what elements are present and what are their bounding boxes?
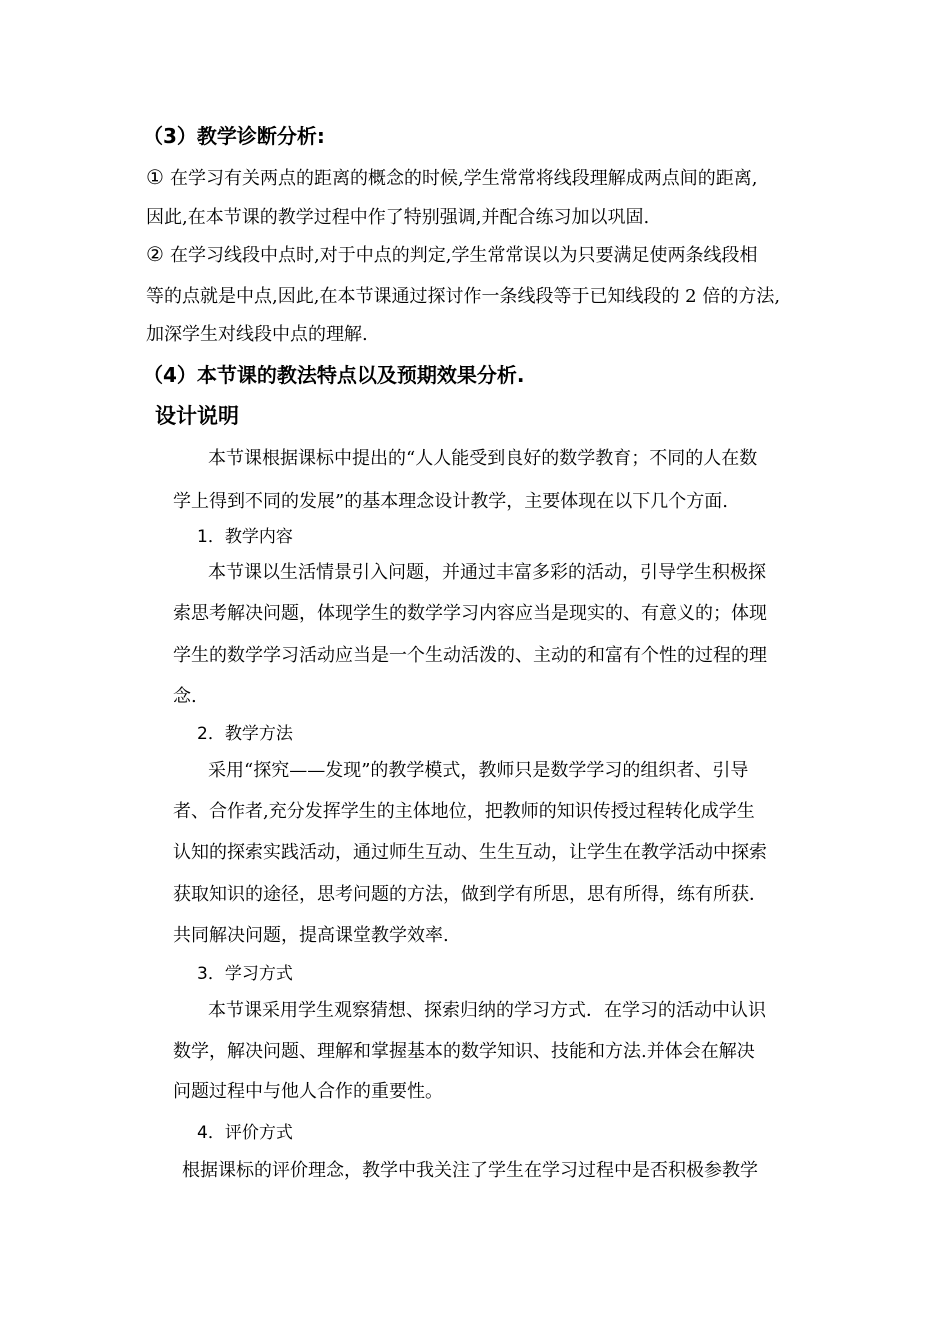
part-1-line-1: 本节课以生活情景引入问题，并通过丰富多彩的活动，引导学生积极探 (208, 562, 766, 583)
part-3-line-1: 本节课采用学生观察猜想、探索归纳的学习方式．在学习的活动中认识 (208, 1000, 766, 1021)
part-1-line-2: 索思考解决问题，体现学生的数学学习内容应当是现实的、有意义的；体现 (173, 603, 767, 624)
part-2-line-2: 者、合作者,充分发挥学生的主体地位，把教师的知识传授过程转化成学生 (173, 801, 755, 822)
section-4-heading: （4）本节课的教法特点以及预期效果分析. (143, 363, 525, 387)
item-2-line-1: 在学习线段中点时,对于中点的判定,学生常常误以为只要满足使两条线段相 (170, 245, 758, 266)
section-3-heading: （3）教学诊断分析: (143, 124, 325, 148)
part-3-line-2: 数学，解决问题、理解和掌握基本的数学知识、技能和方法.并体会在解决 (173, 1041, 755, 1062)
item-2-line-3: 加深学生对线段中点的理解. (146, 324, 368, 345)
part-2-line-3: 认知的探索实践活动，通过师生互动、生生互动，让学生在教学活动中探索 (173, 842, 767, 863)
part-2-line-1: 采用“探究——发现”的教学模式，教师只是数学学习的组织者、引导 (208, 760, 749, 781)
part-4-line-1: 根据课标的评价理念，教学中我关注了学生在学习过程中是否积极参教学 (182, 1160, 758, 1181)
part-1-line-4: 念. (173, 686, 197, 707)
part-3-line-3: 问题过程中与他人合作的重要性。 (173, 1081, 443, 1102)
design-heading: 设计说明 (155, 404, 239, 428)
part-2-line-4: 获取知识的途径，思考问题的方法，做到学有所思，思有所得，练有所获． (173, 884, 767, 905)
part-3-title: 3．学习方式 (197, 964, 293, 984)
part-2-line-5: 共同解决问题，提高课堂教学效率. (173, 925, 449, 946)
part-2-title: 2．教学方法 (197, 724, 293, 744)
design-intro-line-2: 学上得到不同的发展”的基本理念设计教学，主要体现在以下几个方面. (173, 491, 728, 512)
item-2-marker: ② (146, 242, 164, 266)
item-1-marker: ① (146, 165, 164, 189)
part-1-title: 1．教学内容 (197, 527, 293, 547)
part-4-title: 4．评价方式 (197, 1123, 293, 1143)
part-1-line-3: 学生的数学学习活动应当是一个生动活泼的、主动的和富有个性的过程的理 (173, 645, 767, 666)
item-2-line-2: 等的点就是中点,因此,在本节课通过探讨作一条线段等于已知线段的 2 倍的方法, (146, 286, 781, 307)
item-1-line-1: 在学习有关两点的距离的概念的时候,学生常常将线段理解成两点间的距离, (170, 168, 758, 189)
design-intro-line-1: 本节课根据课标中提出的“人人能受到良好的数学教育；不同的人在数 (208, 448, 758, 469)
item-1-line-2: 因此,在本节课的教学过程中作了特别强调,并配合练习加以巩固. (146, 207, 650, 228)
